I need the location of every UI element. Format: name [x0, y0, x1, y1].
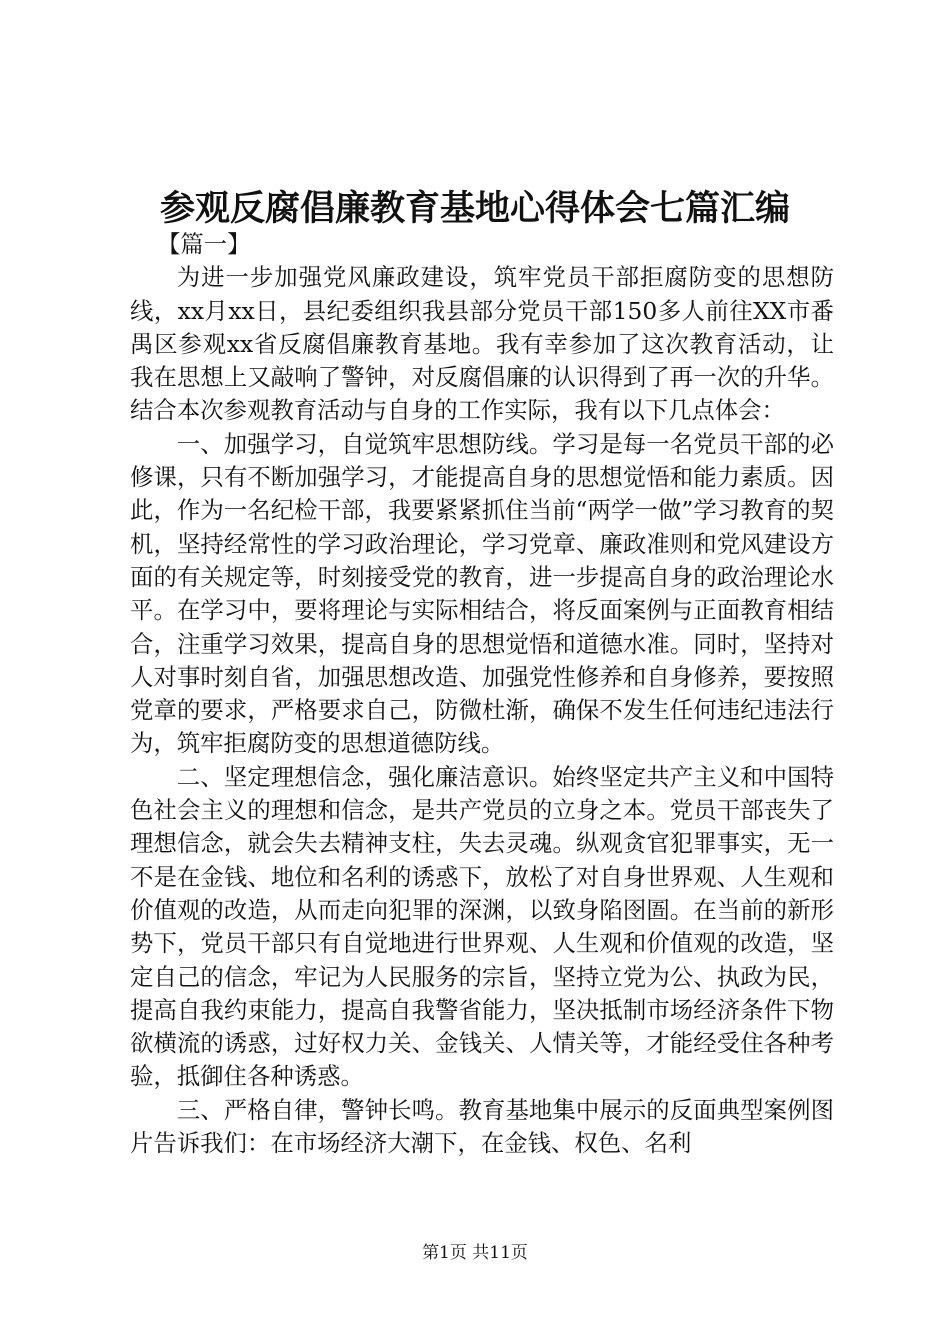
paragraph-point-one: 一、加强学习，自觉筑牢思想防线。学习是每一名党员干部的必修课，只有不断加强学习，才能提高自身的思想觉悟和能力素质。因此，作为一名纪检干部，我要紧紧抓住当前“两学一做”学习教育的契机，坚持经常性的学习政治理论，学习党章、廉政准则和党风建设方面的有关规定等，时刻接受党的教育，进一步提高自身的政治理论水平。在学习中，要将理论与实际相结合，将反面案例与正面教育相结合，注重学习效果，提高自身的思想觉悟和道德水准。同时，坚持对人对事时刻自省，加强思想改造、加强党性修养和自身修养，要按照党章的要求，严格要求自己，防微杜渐，确保不发生任何违纪违法行为，筑牢拒腐防变的思想道德防线。 [130, 429, 834, 758]
paragraph-point-three: 三、严格自律，警钟长鸣。教育基地集中展示的反面典型案例图片告诉我们：在市场经济大潮下，在金钱、权色、名利 [130, 1095, 834, 1158]
document-body [130, 228, 834, 1160]
paragraph-point-two: 二、坚定理想信念，强化廉洁意识。始终坚定共产主义和中国特色社会主义的理想和信念，是共产党员的立身之本。党员干部丧失了理想信念，就会失去精神支柱，失去灵魂。纵观贪官犯罪事实，无一不是在金钱、地位和名利的诱惑下，放松了对自身世界观、人生观和价值观的改造，从而走向犯罪的深渊，以致身陷囹圄。在当前的新形势下，党员干部只有自觉地进行世界观、人生观和价值观的改造，坚定自己的信念，牢记为人民服务的宗旨，坚持立党为公、执政为民，提高自我约束能力，提高自我警省能力，坚决抵制市场经济条件下物欲横流的诱惑，过好权力关、金钱关、人情关等，才能经受住各种考验，抵御住各种诱惑。 [130, 762, 834, 1091]
paragraph-intro: 为进一步加强党风廉政建设，筑牢党员干部拒腐防变的思想防线，xx月xx日，县纪委组织我县部分党员干部150多人前往XX市番禺区参观xx省反腐倡廉教育基地。我有幸参加了这次教育活动，让我在思想上又敲响了警钟，对反腐倡廉的认识得到了再一次的升华。结合本次参观教育活动与自身的工作实际，我有以下几点体会： [130, 263, 834, 425]
section-heading: 【篇一】 [157, 230, 251, 258]
page-number-footer: 第1页 共11页 [422, 1243, 528, 1263]
document-title: 参观反腐倡廉教育基地心得体会七篇汇编 [159, 188, 790, 229]
